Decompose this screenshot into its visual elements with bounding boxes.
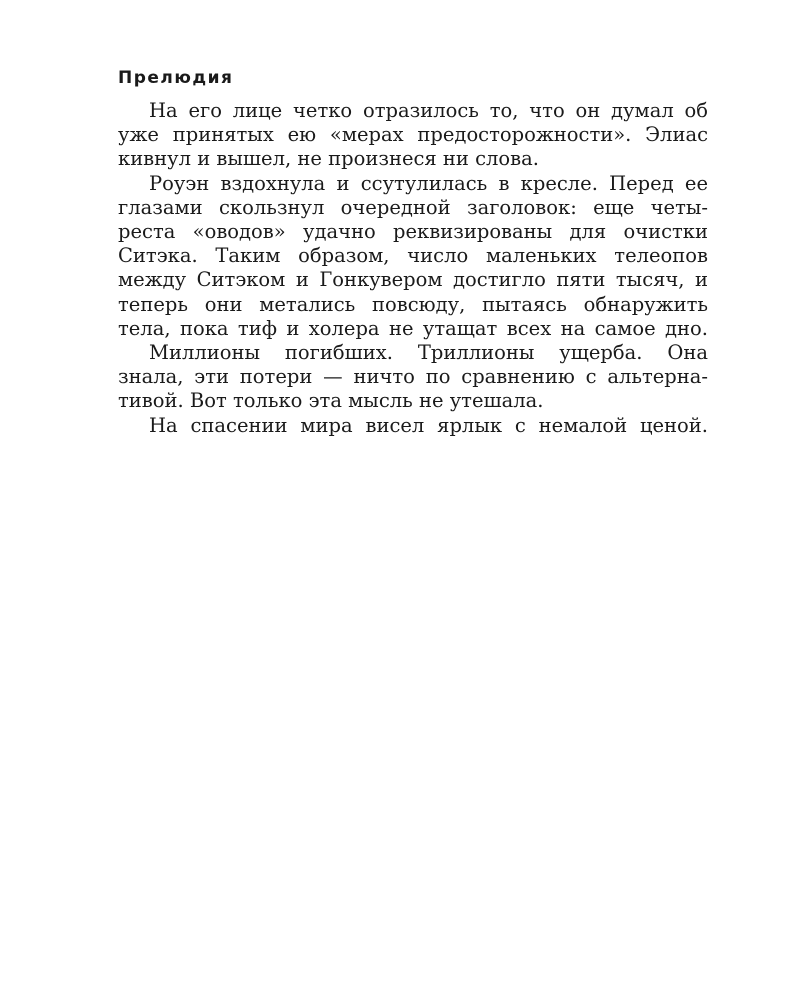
text-line: Миллионы погибших. Триллионы ущерба. Она <box>149 341 708 365</box>
text-line: Ситэка. Таким образом, число маленьких телеопов <box>118 244 708 268</box>
body-text <box>118 99 708 438</box>
paragraph <box>118 99 708 172</box>
text-line: кивнул и вышел, не произнеся ни слова. <box>118 147 539 171</box>
running-header: Прелюдия <box>118 68 234 88</box>
text-line: Роуэн вздохнула и ссутулилась в кресле. Перед ее <box>149 171 708 195</box>
text-line: между Ситэком и Гонкувером достигло пяти тысяч, и <box>118 268 708 292</box>
text-line: теперь они метались повсюду, пытаясь обнаружить <box>118 292 708 316</box>
text-line: глазами скользнул очередной заголовок: еще четы- <box>118 195 708 219</box>
text-line: уже принятых ею «мерах предосторожности». Элиас <box>118 123 708 147</box>
text-line: знала, эти потери — ничто по сравнению с альтерна- <box>118 365 708 389</box>
paragraph <box>118 341 708 414</box>
paragraph <box>118 172 708 341</box>
paragraph <box>118 414 708 438</box>
text-line: тивой. Вот только эта мысль не утешала. <box>118 389 544 413</box>
text-line: На спасении мира висел ярлык с немалой ценой. <box>149 413 708 437</box>
text-line: реста «оводов» удачно реквизированы для очистки <box>118 220 708 244</box>
text-line: На его лице четко отразилось то, что он думал об <box>149 99 708 122</box>
text-line: тела, пока тиф и холера не утащат всех на самое дно. <box>118 316 708 340</box>
